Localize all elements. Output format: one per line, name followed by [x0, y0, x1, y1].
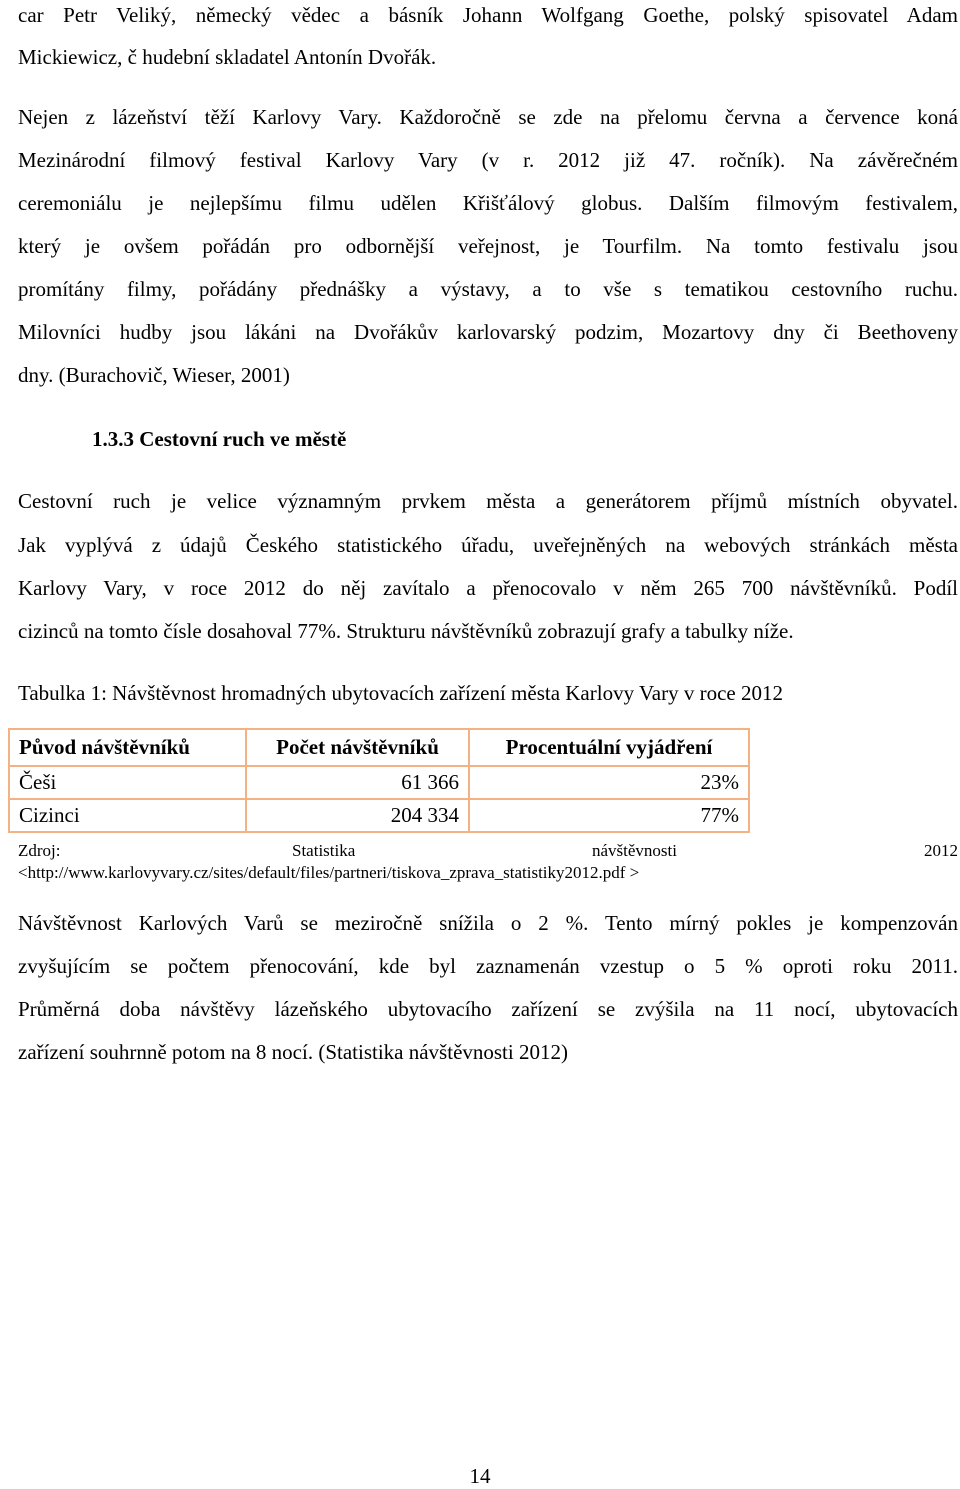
paragraph-1-line-1: Nejen z lázeňství těží Karlovy Vary. Každoročně se zde na přelomu června a července koná	[18, 105, 958, 129]
paragraph-1-line-6: Milovníci hudby jsou lákáni na Dvořákův karlovarský podzim, Mozartovy dny či Beethoveny	[18, 320, 958, 344]
paragraph-2-line-3: Karlovy Vary, v roce 2012 do něj zavítalo a přenocovalo v něm 265 700 návštěvníků. Podíl	[18, 576, 958, 600]
header-percent: Procentuální vyjádření	[469, 729, 749, 766]
paragraph-2-line-1: Cestovní ruch je velice významným prvkem města a generátorem příjmů místních obyvatel.	[18, 489, 958, 513]
paragraph-2-line-2: Jak vyplývá z údajů Českého statistického úřadu, uveřejněných na webových stránkách města	[18, 533, 958, 557]
paragraph-1-line-7: dny. (Burachovič, Wieser, 2001)	[18, 363, 290, 387]
source-word: Statistika	[292, 841, 356, 860]
table-row	[9, 766, 749, 799]
row-count: 61 366	[246, 766, 469, 799]
paragraph-1-line-4: který je ovšem pořádán pro odbornější veřejnost, je Tourfilm. Na tomto festivalu jsou	[18, 234, 958, 258]
table-header-row	[9, 729, 749, 766]
paragraph-3-line-2: zvyšujícím se počtem přenocování, kde byl zaznamenán vzestup o 5 % oproti roku 2011.	[18, 954, 958, 978]
table-caption: Tabulka 1: Návštěvnost hromadných ubytovacích zařízení města Karlovy Vary v roce 2012	[18, 681, 783, 705]
paragraph-3-line-3: Průměrná doba návštěvy lázeňského ubytovacího zařízení se zvýšila na 11 nocí, ubytovacích	[18, 997, 958, 1021]
row-origin: Češi	[9, 766, 246, 799]
source-year: 2012	[924, 841, 958, 860]
table-row	[9, 799, 749, 832]
visitors-table	[8, 728, 750, 833]
row-percent: 77%	[469, 799, 749, 832]
intro-line-1: car Petr Veliký, německý vědec a básník Johann Wolfgang Goethe, polský spisovatel Adam	[18, 3, 958, 27]
source-label: Zdroj:	[18, 841, 61, 860]
paragraph-3-line-1: Návštěvnost Karlových Varů se meziročně snížila o 2 %. Tento mírný pokles je kompenzován	[18, 911, 958, 935]
row-percent: 23%	[469, 766, 749, 799]
paragraph-1-line-5: promítány filmy, pořádány přednášky a výstavy, a to vše s tematikou cestovního ruchu.	[18, 277, 958, 301]
paragraph-3-line-4: zařízení souhrnně potom na 8 nocí. (Statistika návštěvnosti 2012)	[18, 1040, 568, 1064]
section-heading: 1.3.3 Cestovní ruch ve městě	[92, 427, 347, 451]
paragraph-1-line-2: Mezinárodní filmový festival Karlovy Vary (v r. 2012 již 47. ročník). Na závěrečném	[18, 148, 958, 172]
source-word: návštěvnosti	[592, 841, 677, 860]
header-count: Počet návštěvníků	[246, 729, 469, 766]
row-count: 204 334	[246, 799, 469, 832]
paragraph-2-line-4: cizinců na tomto čísle dosahoval 77%. Strukturu návštěvníků zobrazují grafy a tabulky níže.	[18, 619, 794, 643]
page-number: 14	[469, 1464, 491, 1488]
paragraph-1-line-3: ceremoniálu je nejlepšímu filmu udělen Křišťálový globus. Dalším filmovým festivalem,	[18, 191, 958, 215]
row-origin: Cizinci	[9, 799, 246, 832]
intro-line-2: Mickiewicz, č hudební skladatel Antonín Dvořák.	[18, 45, 437, 69]
source-url: <http://www.karlovyvary.cz/sites/default/files/partneri/tiskova_zprava_statistiky2012.pdf >	[18, 863, 640, 882]
header-origin: Původ návštěvníků	[9, 729, 246, 766]
